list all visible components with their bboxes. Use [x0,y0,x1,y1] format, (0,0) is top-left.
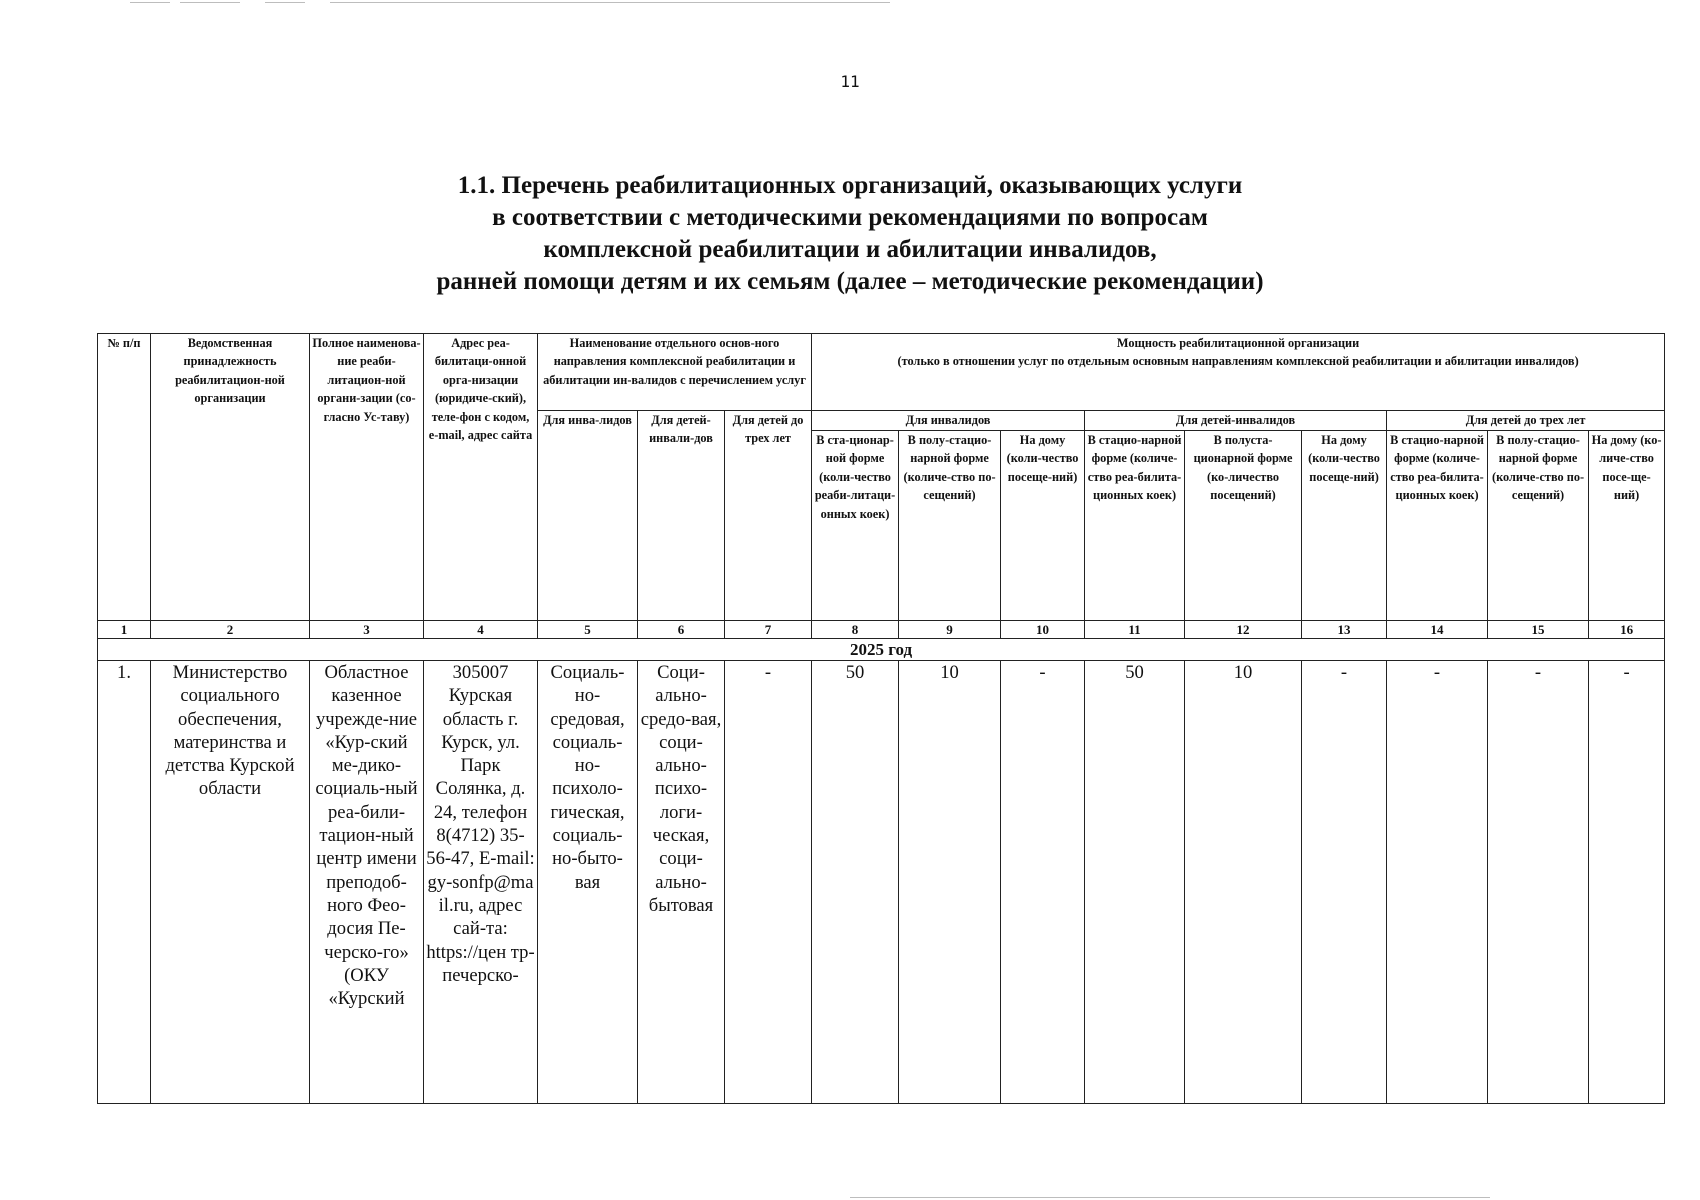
year-label: 2025 год [98,639,1665,661]
header-col-14: В стацио-нарной форме (количе-ство реа-билита-ционных коек) [1387,431,1488,621]
cell-dir-children: Соци-ально-средо-вая, соци-ально-психо-логи-ческая, соци-ально-бытовая [638,661,725,1104]
cell-department: Министерство социального обеспечения, материнства и детства Курской области [151,661,310,1104]
title-line: ранней помощи детям и их семьям (далее – методические рекомендации) [436,268,1264,295]
column-number: 12 [1185,621,1302,639]
title-line: 1.1. Перечень реабилитационных организаций, оказывающих услуги [457,172,1243,199]
column-number: 16 [1589,621,1665,639]
cell-address: 305007 Курская область г. Курск, ул. Парк Солянка, д. 24, телефон 8(4712) 35-56-47, E-mail: gy-sonfp@ma il.ru, адрес сай-та: https://цен тр-печерско- [424,661,538,1104]
header-col-13: На дому (коли-чество посеще-ний) [1302,431,1387,621]
cell-dir-disabled: Социаль-но-средовая, социаль-но-психоло-гическая, социаль-но-быто-вая [538,661,638,1104]
cell-num: 1. [98,661,151,1104]
header-col-11: В стацио-нарной форме (количе-ство реа-билита-ционных коек) [1085,431,1185,621]
scan-artifact-line [180,2,240,3]
column-number: 11 [1085,621,1185,639]
cell-c16: - [1589,661,1665,1104]
header-full-name: Полное наименова-ние реаби-литацион-ной органи-зации (со-гласно Ус-таву) [310,334,424,621]
header-dir-disabled: Для инва-лидов [538,411,638,621]
page-number: 11 [840,72,860,91]
header-col-10: На дому (коли-чество посеще-ний) [1001,431,1085,621]
year-row [98,639,1665,661]
table-row [98,661,1665,1104]
column-number: 10 [1001,621,1085,639]
header-col-16: На дому (ко-личе-ство посе-ще-ний) [1589,431,1665,621]
cell-c12: 10 [1185,661,1302,1104]
column-number: 4 [424,621,538,639]
header-num: № п/п [98,334,151,621]
title-line: комплексной реабилитации и абилитации инвалидов, [543,236,1157,263]
capacity-title: Мощность реабилитационной организации [1116,336,1360,350]
scan-artifact-line [330,2,890,3]
column-number: 13 [1302,621,1387,639]
cell-c10: - [1001,661,1085,1104]
header-col-15: В полу-стацио-нарной форме (количе-ство по-сещений) [1488,431,1589,621]
header-capacity-group [812,334,1665,411]
header-department: Ведомственная принадлежность реабилитацион-ной организации [151,334,310,621]
capacity-note: (только в отношении услуг по отдельным основным направлениям комплексной реабилитации и абилитации инвалидов) [897,354,1579,369]
scan-artifact-line [850,1197,1490,1198]
title-line: в соответствии с методическими рекомендациями по вопросам [492,204,1208,231]
cell-c8: 50 [812,661,899,1104]
header-address: Адрес реа-билитаци-онной орга-низации (юридиче-ский), теле-фон с кодом, e-mail, адрес сайта [424,334,538,621]
column-number: 3 [310,621,424,639]
cell-c13: - [1302,661,1387,1104]
cell-c11: 50 [1085,661,1185,1104]
column-number: 7 [725,621,812,639]
organizations-table [97,333,1665,1104]
cell-c14: - [1387,661,1488,1104]
column-number: 9 [899,621,1001,639]
header-dir-children: Для детей-инвали-дов [638,411,725,621]
column-number: 15 [1488,621,1589,639]
column-number: 14 [1387,621,1488,639]
table-header [98,334,1665,621]
header-col-9: В полу-стацио-нарной форме (количе-ство по-сещений) [899,431,1001,621]
cell-c9: 10 [899,661,1001,1104]
document-title [250,170,1450,298]
cell-c15: - [1488,661,1589,1104]
column-number: 8 [812,621,899,639]
cell-full-name: Областное казенное учрежде-ние «Кур-ский ме-дико-социаль-ный реа-били-тацион-ный центр имени преподоб-ного Фео-досия Пе-черско-го» (ОКУ «Курский [310,661,424,1104]
column-number: 1 [98,621,151,639]
header-col-8: В ста-ционар-ной форме (коли-чество реаби-литаци-онных коек) [812,431,899,621]
header-col-12: В полуста-ционарной форме (ко-личество посещений) [1185,431,1302,621]
cell-dir-under3: - [725,661,812,1104]
header-group-under3: Для детей до трех лет [1387,411,1665,431]
column-number: 5 [538,621,638,639]
header-group-children: Для детей-инвалидов [1085,411,1387,431]
column-number: 6 [638,621,725,639]
scan-artifact-line [265,2,305,3]
scan-artifact-line [130,2,170,3]
header-dir-under3: Для детей до трех лет [725,411,812,621]
column-number-row [98,621,1665,639]
header-group-disabled: Для инвалидов [812,411,1085,431]
header-directions-group: Наименование отдельного основ-ного направления комплексной реабилитации и абилитации ин-валидов с перечислением услуг [538,334,812,411]
column-number: 2 [151,621,310,639]
